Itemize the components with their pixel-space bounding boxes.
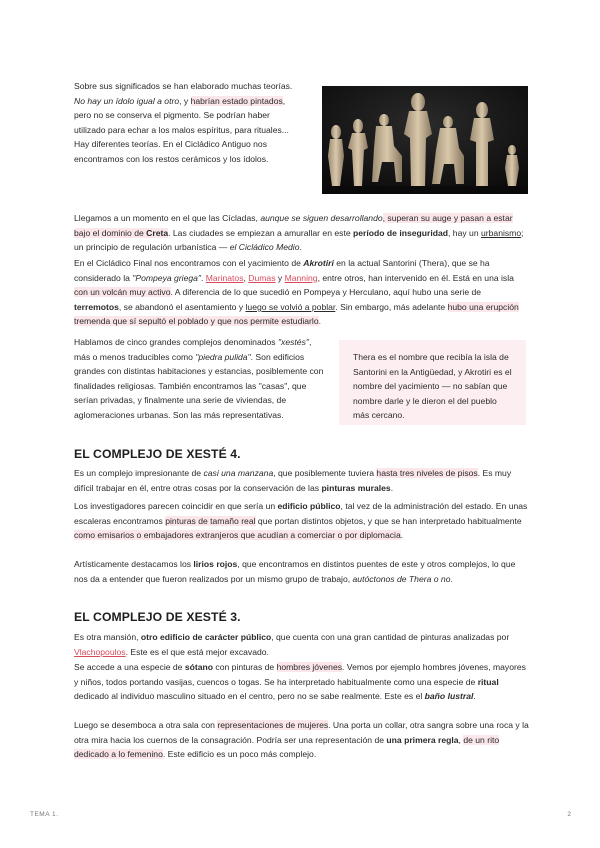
paragraph-cicladico-medio: Llegamos a un momento en el que las Cícladas, aunque se siguen desarrollando, superan su auge y pasan a estar bajo el dominio de Creta. Las ciudades se empiezan a amurallar en este período de inseguridad, hay un urbanismo; un principio de regulación urbanística — el Cicládico Medio. (74, 213, 524, 253)
paragraph-xeste4-lirios: Artísticamente destacamos los lirios rojos, que encontramos en distintos puentes de este y otros complejos, lo que nos da a entender que fueron realizados por un mismo grupo de trabajo, autóctonos de Thera o no. (74, 559, 516, 584)
paragraph-xeste3-sotano: Se accede a una especie de sótano con pinturas de hombres jóvenes. Vemos por ejemplo hombres jóvenes, mayores y niños, todos portando vasijas, cuencos o togas. Se ha interpretado habitualmente como una especie de ritual dedicado al individuo masculino situado en el centro, pero no se sabe realmente. Este es el baño lustral. (74, 662, 526, 702)
link-marinatos[interactable]: Marinatos (205, 272, 244, 283)
paragraph-xeste4-publico: Los investigadores parecen coincidir en que sería un edificio público, tal vez de la administración del estado. En unas escaleras encontramos pinturas de tamaño real que portan distintos objetos, y que se han interpretado habitualmente como emisarios o embajadores extranjeros que acudían a comerciar o por diplomacia. (74, 501, 528, 541)
paragraph-akrotiri: En el Cicládico Final nos encontramos con el yacimiento de Akrotiri en la actual Santorini (Thera), que se ha considerado la "Pompeya griega". Marinatos, Dumas y Manning, entre otros, han intervenido en él. Está en una isla con un volcán muy activo. A diferencia de lo que sucedió en Pompeya y Herculano, aquí hubo una serie de terremotos, se abandonó el asentamiento y luego se volvió a poblar. Sin embargo, más adelante hubo una erupción tremenda que sí sepultó el poblado y que nos permite estudiarlo. (74, 258, 519, 327)
note-box (339, 340, 526, 425)
note-text: Thera es el nombre que recibía la isla de Santorini en la Antigüedad, y Akrotiri es el nombre del yacimiento — no sabían que nombre darle y le dieron el del pueblo más cercano. (353, 352, 512, 421)
paragraph-xeste3-intro: Es otra mansión, otro edificio de carácter público, que cuenta con una gran cantidad de pinturas analizadas por Vlachopoulos. Este es el que está mejor excavado. (74, 632, 510, 657)
link-vlachopoulos[interactable]: Vlachopoulos (74, 646, 126, 657)
page-number: 2 (567, 811, 571, 818)
paragraph-xeste4-intro: Es un complejo impresionante de casi una manzana, que posiblemente tuviera hasta tres niveles de pisos. Es muy difícil trabajar en él, entre otras cosas por la conservación de las pinturas murales. (74, 468, 512, 493)
paragraph-xeste3-mujeres: Luego se desemboca a otra sala con representaciones de mujeres. Una porta un collar, otra sangra sobre una roca y la otra mira hacia los cuernos de la consagración. Podría ser una representación de una primera regla, de un rito dedicado a lo femenino. Este edificio es un poco más complejo. (74, 720, 529, 760)
heading-xeste-3: EL COMPLEJO DE XESTÉ 3. (74, 610, 241, 624)
link-manning[interactable]: Manning (284, 272, 318, 283)
heading-xeste-4: EL COMPLEJO DE XESTÉ 4. (74, 447, 241, 461)
idols-illustration (322, 86, 528, 194)
paragraph-xestes: Hablamos de cinco grandes complejos denominados "xestés", más o menos traducibles como "piedra pulida". Son edificios grandes con distintas habitaciones y estancias, posiblemente con finalidades religiosas. También encontramos las "casas", que serían privadas, y finalmente una serie de viviendas, de aglomeraciones urbanas. Son las más representativas. (74, 337, 324, 420)
link-dumas[interactable]: Dumas (248, 272, 276, 283)
footer-topic-label: TEMA 1. (30, 811, 59, 818)
paragraph-intro: Sobre sus significados se han elaborado muchas teorías. No hay un ídolo igual a otro, y habrían estado pintados, pero no se conserva el pigmento. Se podrían haber utilizado para echar a los malos espíritus, para rituales... Hay diferentes teorías. En el Cicládico Antiguo nos encontramos con los restos cerámicos y los ídolos. (74, 81, 293, 164)
cycladic-idols-photo (322, 86, 528, 194)
